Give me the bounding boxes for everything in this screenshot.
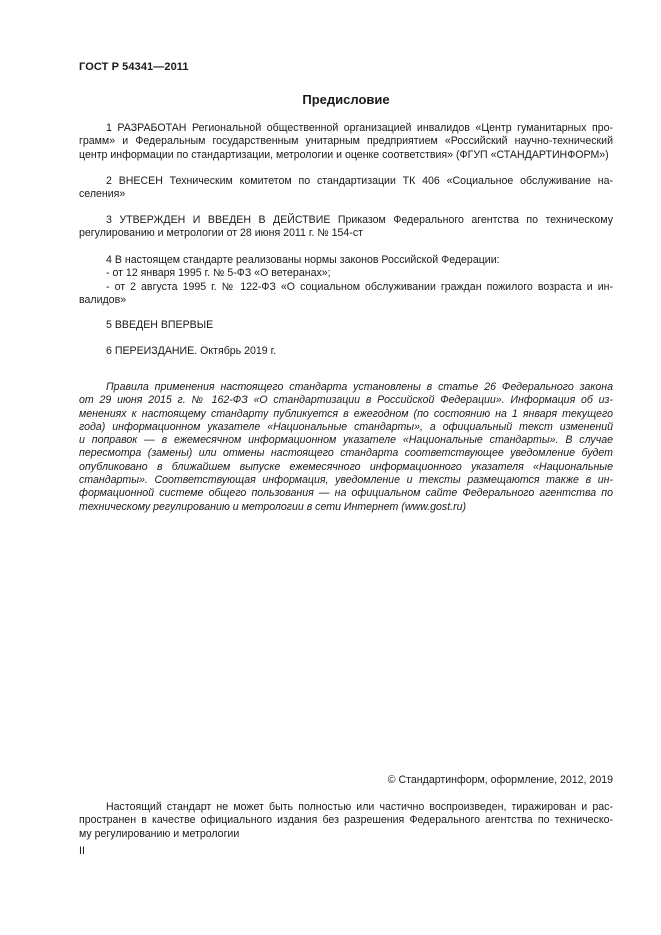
foreword-item-2-line: 2 ВНЕСЕН Техническим комитетом по стандартизации ТК 406 «Социальное обслуживание на- [106,175,613,187]
reproduction-notice-line: пространен в качестве официального издания без разрешения Федерального агентства по техническо- [79,814,613,827]
foreword-item-2-line: селения» [79,188,126,201]
foreword-item-3 [79,214,613,241]
rules-notice [79,381,613,514]
copyright-line: © Стандартинформ, оформление, 2012, 2019 [387,774,613,786]
foreword-item-3-line: 3 УТВЕРЖДЕН И ВВЕДЕН В ДЕЙСТВИЕ Приказом Федерального агентства по техническому [106,214,613,226]
foreword-item-1-line: 1 РАЗРАБОТАН Региональной общественной организацией инвалидов «Центр гуманитарных про- [106,122,613,134]
reproduction-notice-line: му регулированию и метрологии [79,827,240,840]
rules-notice-line: стандарты». Соответствующая информация, уведомление и тексты размещаются также в ин- [79,474,613,487]
foreword-item-5 [79,319,613,332]
foreword-item-3-line: регулированию и метрологии от 28 июня 2011 г. № 154-ст [79,227,363,240]
reproduction-notice [79,801,613,841]
page-title: Предисловие [302,92,390,107]
rules-notice-line: года) информационном указателе «Национальные стандарты», а официальный текст изменений [79,420,613,433]
rules-notice-line: опубликовано в ближайшем выпуске ежемесячного информационного указателя «Национальные [79,460,613,473]
foreword-item-1-line: центр информации по стандартизации, метрологии и оценке соответствия» (ФГУП «СТАНДАРТИНФОРМ») [79,148,609,161]
foreword-item-4-line: - от 12 января 1995 г. № 5-ФЗ «О ветеранах»; [106,267,331,280]
foreword-item-6 [79,345,613,358]
foreword-item-5-line: 5 ВВЕДЕН ВПЕРВЫЕ [106,319,214,331]
foreword-item-1 [79,122,613,162]
foreword-item-4-line: 4 В настоящем стандарте реализованы нормы законов Российской Федерации: [106,254,500,266]
foreword-item-4-line: валидов» [79,293,127,306]
rules-notice-line: от 29 июня 2015 г. № 162-ФЗ «О стандартизации в Российской Федерации». Информация об из- [79,394,613,407]
reproduction-notice-line: Настоящий стандарт не может быть полностью или частично воспроизведен, тиражирован и рас- [106,801,613,813]
foreword-item-2 [79,175,613,202]
foreword-item-6-line: 6 ПЕРЕИЗДАНИЕ. Октябрь 2019 г. [106,345,277,357]
rules-notice-line: менениях к настоящему стандарту публикуется в ежегодном (по состоянию на 1 января текущего [79,407,613,420]
standard-code: ГОСТ Р 54341—2011 [79,61,189,73]
foreword-item-1-line: грамм» и Федеральным государственным унитарным предприятием «Российский научно-технический [79,135,613,148]
rules-notice-line: Правила применения настоящего стандарта установлены в статье 26 Федерального закона [106,381,613,393]
foreword-item-4 [79,254,613,307]
rules-notice-line: и поправок — в ежемесячном информационном указателе «Национальные стандарты». В случае [79,434,613,447]
page-number: II [79,845,85,857]
rules-notice-line: пересмотра (замены) или отмены настоящего стандарта соответствующее уведомление будет [79,447,613,460]
rules-notice-line: техническому регулированию и метрологии в сети Интернет (www.gost.ru) [79,500,467,513]
rules-notice-line: формационной системе общего пользования — на официальном сайте Федерального агентства по [79,487,613,500]
foreword-item-4-line: - от 2 августа 1995 г. № 122-ФЗ «О социальном обслуживании граждан пожилого возраста и ин- [106,280,613,293]
